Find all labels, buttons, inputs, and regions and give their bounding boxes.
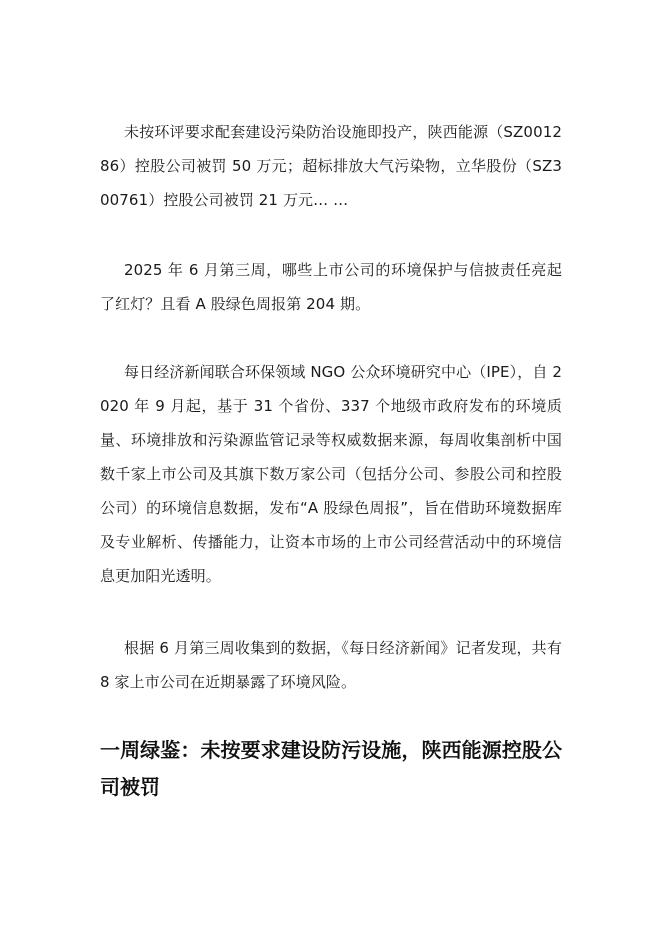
paragraph-week-question: 2025 年 6 月第三周，哪些上市公司的环境保护与信披责任亮起了红灯？且看 A 股绿色周报第 204 期。: [100, 261, 562, 313]
section-heading: 一周绿鉴：未按要求建设防污设施，陕西能源控股公司被罚: [100, 738, 562, 799]
paragraph-background: 每日经济新闻联合环保领域 NGO 公众环境研究中心（IPE），自 2020 年 9 月起，基于 31 个省份、337 个地级市政府发布的环境质量、环境排放和污染源监管记录等权威数据来源，每周收集剖析中国数千家上市公司及其旗下数万家公司（包括分公司、参股公司和控股公司）的环境信息数据，发布“A 股绿色周报”，旨在借助环境数据库及专业解析、传播能力，让资本市场的上市公司经营活动中的环境信息更加阳光透明。: [100, 363, 562, 585]
paragraph-findings: 根据 6 月第三周收集到的数据，《每日经济新闻》记者发现，共有 8 家上市公司在近期暴露了环境风险。: [100, 639, 562, 691]
paragraph-intro: 未按环评要求配套建设污染防治设施即投产，陕西能源（SZ001286）控股公司被罚 50 万元；超标排放大气污染物，立华股份（SZ300761）控股公司被罚 21 万元… …: [100, 123, 562, 209]
